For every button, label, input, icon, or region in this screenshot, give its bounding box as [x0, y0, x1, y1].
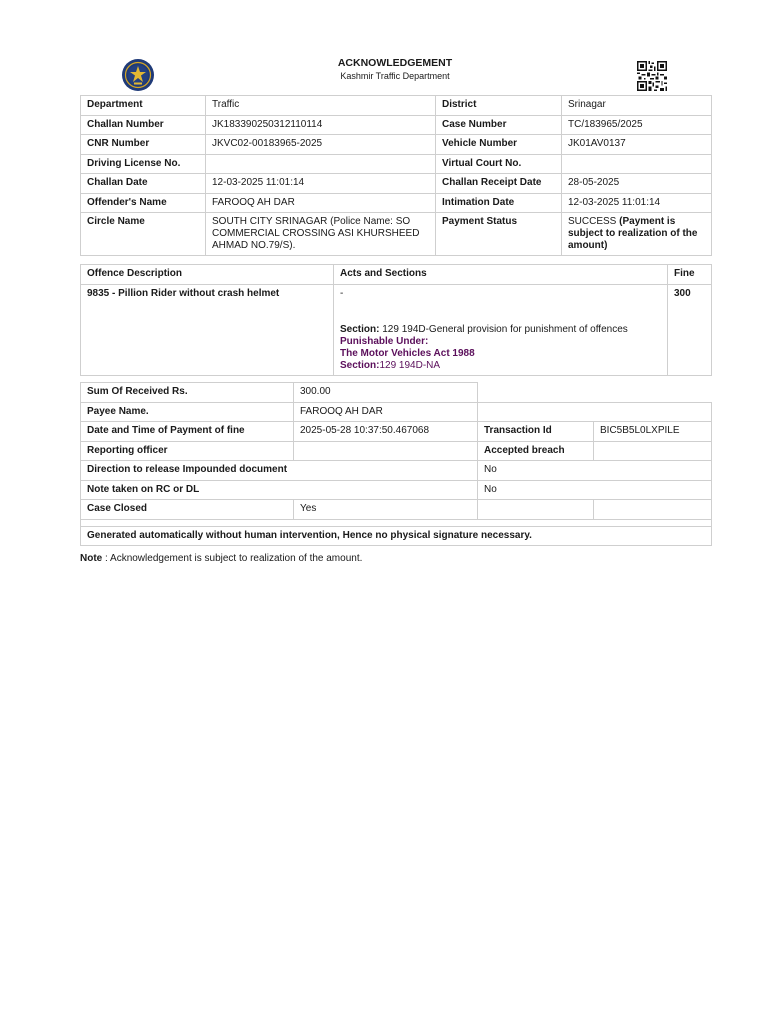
table-row — [81, 526, 712, 546]
table-row — [81, 96, 712, 116]
note-rc-dl-label: Note taken on RC or DL — [81, 480, 478, 500]
spacer-cell — [81, 519, 712, 526]
reporting-officer-value — [294, 441, 478, 461]
offender-name-value: FAROOQ AH DAR — [206, 193, 436, 213]
table-row — [81, 213, 712, 256]
accepted-breach-value — [594, 441, 712, 461]
challan-receipt-date-label: Challan Receipt Date — [436, 174, 562, 194]
reporting-officer-label: Reporting officer — [81, 441, 294, 461]
table-row — [81, 461, 712, 481]
empty-cell — [594, 500, 712, 520]
section-label: Section: — [340, 323, 380, 335]
sum-received-label: Sum Of Received Rs. — [81, 383, 294, 403]
note-rc-dl-value: No — [478, 480, 712, 500]
document-subtitle: Kashmir Traffic Department — [340, 71, 450, 81]
acts-sections-header: Acts and Sections — [334, 265, 668, 285]
offence-description-header: Offence Description — [81, 265, 334, 285]
virtual-court-label: Virtual Court No. — [436, 154, 562, 174]
table-row — [81, 500, 712, 520]
section-na-label: Section: — [340, 359, 380, 371]
challan-receipt-date-value: 28-05-2025 — [562, 174, 712, 194]
note-text: : Acknowledgement is subject to realization of the amount. — [102, 553, 363, 564]
circle-name-value: SOUTH CITY SRINAGAR (Police Name: SO COMMERCIAL CROSSING ASI KHURSHEED AHMAD NO.79/S). — [206, 213, 436, 256]
challan-date-value: 12-03-2025 11:01:14 — [206, 174, 436, 194]
empty-cell — [478, 402, 712, 422]
transaction-id-value: BIC5B5L0LXPILE — [594, 422, 712, 442]
payment-status-value — [562, 213, 712, 256]
payment-date-value: 2025-05-28 10:37:50.467068 — [294, 422, 478, 442]
offence-description: 9835 - Pillion Rider without crash helmet — [81, 284, 334, 375]
empty-cell — [478, 500, 594, 520]
challan-number-label: Challan Number — [81, 115, 206, 135]
department-label: Department — [81, 96, 206, 116]
driving-license-value — [206, 154, 436, 174]
case-closed-label: Case Closed — [81, 500, 294, 520]
district-value: Srinagar — [562, 96, 712, 116]
cnr-number-value: JKVC02-00183965-2025 — [206, 135, 436, 155]
table-row — [81, 480, 712, 500]
section-text: 129 194D-General provision for punishment of offences — [379, 323, 628, 335]
acts-sections-cell — [334, 284, 668, 375]
payment-status-text: SUCCESS — [568, 216, 617, 227]
cnr-number-label: CNR Number — [81, 135, 206, 155]
virtual-court-value — [562, 154, 712, 174]
table-row — [81, 422, 712, 442]
payment-table — [80, 382, 712, 546]
payee-name-value: FAROOQ AH DAR — [294, 402, 478, 422]
table-header-row — [81, 265, 712, 285]
section-na-line — [340, 360, 661, 372]
payee-name-label: Payee Name. — [81, 402, 294, 422]
intimation-date-label: Intimation Date — [436, 193, 562, 213]
fine-value: 300 — [668, 284, 712, 375]
table-row — [81, 383, 712, 403]
section-line — [340, 324, 661, 336]
circle-name-label: Circle Name — [81, 213, 206, 256]
table-row — [81, 284, 712, 375]
offender-name-label: Offender's Name — [81, 193, 206, 213]
vehicle-number-label: Vehicle Number — [436, 135, 562, 155]
qr-code-icon — [637, 61, 667, 91]
payment-status-label: Payment Status — [436, 213, 562, 256]
section-na-text: 129 194D-NA — [379, 359, 441, 371]
release-document-value: No — [478, 461, 712, 481]
sum-received-value: 300.00 — [294, 383, 478, 403]
table-row — [81, 402, 712, 422]
vehicle-number-value: JK01AV0137 — [562, 135, 712, 155]
challan-number-value: JK183390250312110114 — [206, 115, 436, 135]
release-document-label: Direction to release Impounded document — [81, 461, 478, 481]
accepted-breach-label: Accepted breach — [478, 441, 594, 461]
driving-license-label: Driving License No. — [81, 154, 206, 174]
table-row — [81, 115, 712, 135]
note-label: Note — [80, 553, 103, 564]
payment-date-label: Date and Time of Payment of fine — [81, 422, 294, 442]
footer-note — [80, 553, 362, 564]
challan-date-label: Challan Date — [81, 174, 206, 194]
punishable-under: Punishable Under: — [340, 335, 429, 347]
transaction-id-label: Transaction Id — [478, 422, 594, 442]
table-row — [81, 154, 712, 174]
payment-status-note: (Payment is subject to realization of the amount) — [568, 216, 698, 251]
table-row — [81, 135, 712, 155]
acts-dash: - — [340, 287, 344, 299]
table-row — [81, 174, 712, 194]
case-number-label: Case Number — [436, 115, 562, 135]
act-name: The Motor Vehicles Act 1988 — [340, 347, 475, 359]
fine-header: Fine — [668, 265, 712, 285]
document-title: ACKNOWLEDGEMENT — [337, 57, 453, 69]
department-value: Traffic — [206, 96, 436, 116]
document-header — [80, 56, 710, 94]
challan-details-table — [80, 95, 712, 256]
auto-generated-notice: Generated automatically without human intervention, Hence no physical signature necessary. — [81, 526, 712, 546]
case-closed-value: Yes — [294, 500, 478, 520]
offence-table — [80, 264, 712, 376]
case-number-value: TC/183965/2025 — [562, 115, 712, 135]
table-row — [81, 193, 712, 213]
intimation-date-value: 12-03-2025 11:01:14 — [562, 193, 712, 213]
table-row — [81, 441, 712, 461]
spacer-row — [81, 519, 712, 526]
district-label: District — [436, 96, 562, 116]
empty-cell — [478, 383, 712, 403]
